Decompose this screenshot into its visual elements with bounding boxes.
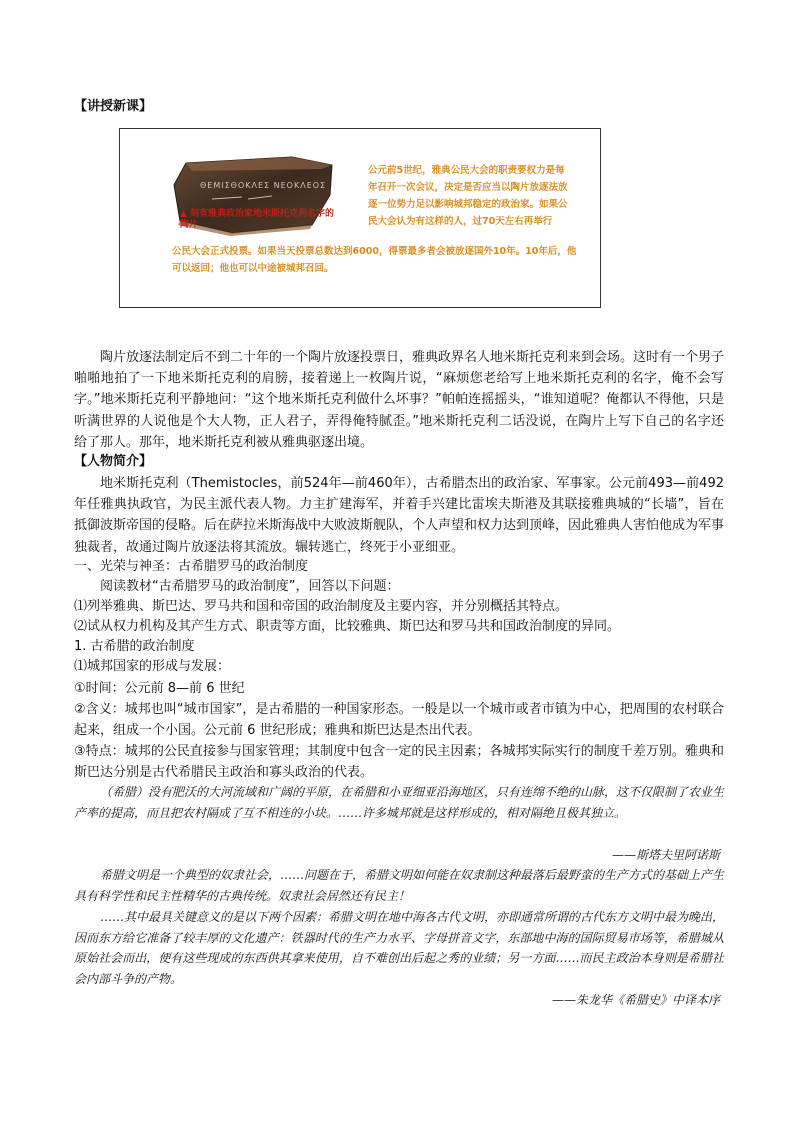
heading-1-1: 1. 古希腊的政治制度	[74, 639, 195, 654]
quote-stavrianos-attribution: ——斯塔夫里阿诺斯	[611, 848, 720, 862]
quote-zhu-longhua-part2: ……其中最具关键意义的是以下两个因素：希腊文明在地中海各古代文明，亦即通常所谓的古代东方文明中最为晚出，因而东方给它准备了较丰厚的文化遗产：铁器时代的生产力水平、字母拼音文字，东部地中海的国际贸易市场等，希腊城从原始社会而出，便有这些现成的东西供其拿来使用，自不难创出后起之秀的业绩；另一方面……而民主政治本身则是希腊社会内部斗争的产物。	[74, 910, 725, 986]
reading-prompt: 阅读教材“古希腊罗马的政治制度”，回答以下问题：	[100, 579, 400, 594]
question-2: ⑵试从权力机构及其产生方式、职责等方面，比较雅典、斯巴达和罗马共和国政治制度的异同。	[74, 619, 621, 634]
quote-zhu-longhua-part1: 希腊文明是一个典型的奴隶社会，……问题在于，希腊文明如何能在奴隶制这种最落后最野蛮的生产方式的基础上产生具有科学性和民主性精华的古典传统。奴隶社会居然还有民主！	[74, 868, 725, 903]
point-features: ③特点：城邦的公民直接参与国家管理；其制度中包含一定的民主因素；各城邦实际实行的制度千差万别。雅典和斯巴达分别是古代希腊民主政治和寡头政治的代表。	[74, 744, 724, 781]
ostracon-figure	[119, 128, 601, 308]
heading-1: 一、光荣与神圣：古希腊罗马的政治制度	[74, 559, 309, 574]
sub-heading-city-state: ⑴城邦国家的形成与发展：	[74, 659, 231, 674]
person-paragraph: 地米斯托克利（Themistocles，前524年—前460年），古希腊杰出的政治家、军事家。公元前493—前492年任雅典执政官，为民主派代表人物。力主扩建海军，并着手兴建比雷埃夫斯港及其联接雅典城的“长墙”，旨在抵御波斯帝国的侵略。后在萨拉米斯海战中大败波斯舰队，个人声望和权力达到顶峰，因此雅典人害怕他成为军事独裁者，故通过陶片放逐法将其流放。辗转逃亡，终死于小亚细亚。	[74, 476, 725, 555]
shard-caption: ▲ 刻有雅典政治家地米斯托克利名字的陶片	[180, 209, 335, 230]
section-heading-person: 【人物简介】	[74, 454, 153, 469]
story-paragraph: 陶片放逐法制定后不到二十年的一个陶片放逐投票日，雅典政界名人地米斯托克利来到会场。这时有一个男子啪啪地拍了一下地米斯托克利的肩膀，接着递上一枚陶片说，“麻烦您老给写上地米斯托克利的名字，俺不会写字。”地米斯托克利平静地问：“这个地米斯托克利做什么坏事？”帕帕连摇摇头，“谁知道呢？俺都认不得他，只是听满世界的人说他是个大人物，正人君子，弄得俺特腻歪。”地米斯托克利二话没说，在陶片上写下自己的名字还给了那人。那年，地米斯托克利被从雅典驱逐出境。	[74, 350, 725, 450]
shard-inscription-line: ΘΕΜΙΣΘΟΚΛΕΣ ΝΕΟΚΛΕΟΣ	[200, 181, 327, 190]
point-meaning: ②含义：城邦也叫“城市国家”，是古希腊的一种国家形态。一般是以一个城市或者市镇为中心，把周围的农村联合起来，组成一个小国。公元前 6 世纪形成；雅典和斯巴达是杰出代表。	[74, 702, 724, 739]
quote-stavrianos: （希腊）没有肥沃的大河流域和广阔的平原，在希腊和小亚细亚沿海地区，只有连绵不绝的山脉，这不仅限制了农业生产率的提高，而且把农村隔成了互不相连的小块。……许多城邦就是这样形成的，相对隔绝且极其独立。	[74, 785, 725, 820]
point-time: ①时间：公元前 8—前 6 世纪	[74, 681, 245, 696]
ostracism-description-cont: 公民大会正式投票。如果当天投票总数达到6000，得票最多者会被放逐国外10年。10年后，他可以返回；他也可以中途被城邦召回。	[172, 246, 577, 274]
quote-zhu-longhua-attribution: ——朱龙华《希腊史》中译本序	[551, 993, 720, 1007]
ostracism-description: 公元前5世纪，雅典公民大会的职责要权力是每年召开一次会议，决定是否应当以陶片放逐法放逐一位势力足以影响城邦稳定的政治家。如果公民大会认为有这样的人，过70天左右再举行	[368, 165, 568, 227]
question-1: ⑴列举雅典、斯巴达、罗马共和国和帝国的政治制度及主要内容，并分别概括其特点。	[74, 599, 569, 614]
section-heading-new-lesson: 【讲授新课】	[74, 99, 153, 114]
